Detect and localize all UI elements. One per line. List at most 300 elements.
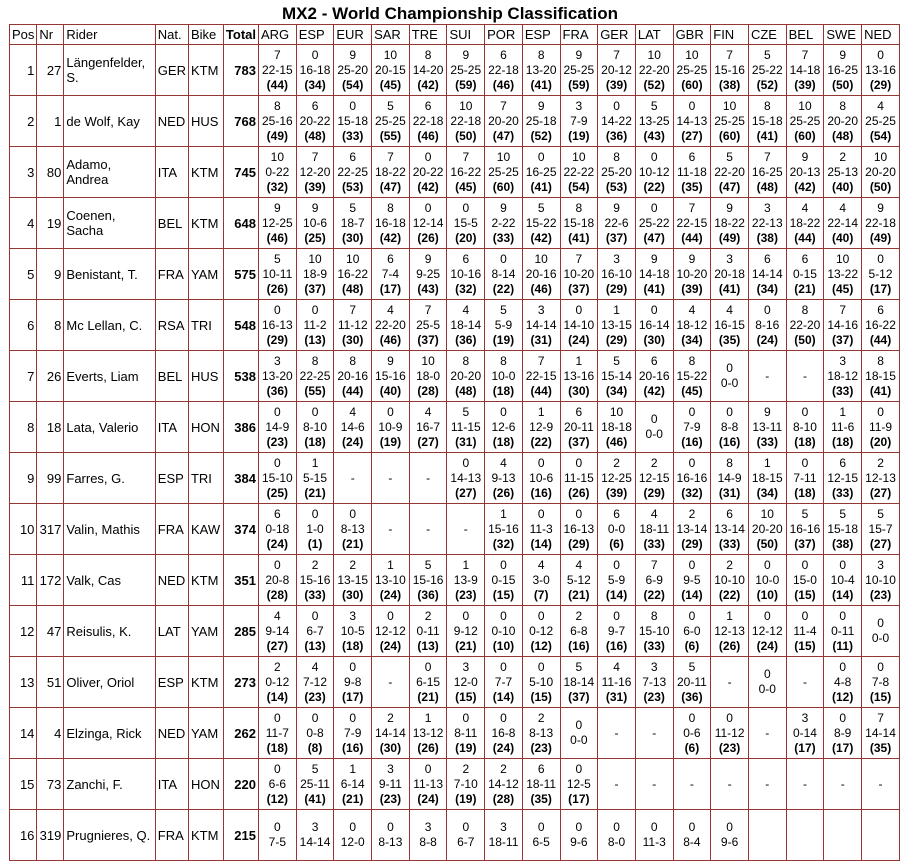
- gp-result-cell: [786, 45, 824, 96]
- gp-total-points: (49): [718, 230, 741, 245]
- gp-result-line: 0: [349, 820, 357, 834]
- cell-total: 768: [223, 96, 258, 147]
- gp-result-cell: [862, 708, 900, 759]
- gp-result-cell: [485, 45, 523, 96]
- cell-nat: FRA: [155, 249, 188, 300]
- gp-result-line: 22-20: [714, 164, 745, 179]
- gp-result-cell: [409, 96, 447, 147]
- gp-result-cell: [748, 555, 786, 606]
- gp-total-points: (21): [304, 485, 326, 500]
- gp-result-cell: [711, 198, 749, 249]
- gp-result-line: 5-12: [566, 572, 591, 587]
- cell-rider: Valin, Mathis: [64, 504, 155, 555]
- cell-nr: 9: [37, 249, 64, 300]
- gp-result-line: 6-9: [645, 572, 663, 587]
- gp-result-line: 14-6: [340, 419, 365, 434]
- gp-result-line: 25-25: [563, 62, 595, 77]
- gp-total-points: (30): [379, 740, 402, 755]
- gp-result-cell: [711, 96, 749, 147]
- cell-nr: 51: [37, 657, 64, 708]
- gp-result-line: 13-14: [714, 521, 745, 536]
- gp-result-cell: [635, 198, 673, 249]
- gp-result-line: 8-16: [755, 317, 780, 332]
- gp-result-line: 5: [575, 659, 583, 674]
- gp-total-points: (48): [455, 383, 477, 398]
- gp-result-line: 6-0: [683, 623, 701, 638]
- gp-result-cell: [447, 759, 485, 810]
- gp-total-points: (50): [794, 332, 816, 347]
- gp-result-cell: [673, 606, 711, 657]
- gp-result-line: 20-20: [865, 164, 896, 179]
- gp-result-line: 14-12: [488, 776, 519, 791]
- gp-result-line: 15-5: [453, 215, 478, 230]
- gp-total-points: (31): [605, 689, 628, 704]
- gp-result-line: 1: [500, 506, 507, 521]
- gp-result-line: 5: [537, 200, 545, 215]
- gp-total-points: (46): [266, 230, 289, 245]
- gp-total-points: (54): [568, 179, 590, 194]
- gp-result-line: 11-4: [793, 623, 817, 638]
- gp-total-points: (33): [643, 536, 665, 551]
- gp-result-line: 9: [311, 200, 319, 215]
- cell-nat: BEL: [155, 351, 188, 402]
- gp-result-cell: [560, 657, 598, 708]
- gp-result-cell: [296, 759, 334, 810]
- gp-result-line: 6: [462, 251, 470, 266]
- gp-result-line: 0: [424, 761, 432, 776]
- gp-result-line: 18-15: [865, 368, 896, 383]
- gp-result-line: 10: [873, 149, 888, 164]
- gp-result-line: 6: [613, 506, 620, 521]
- cell-nr: 27: [37, 45, 64, 96]
- gp-result-line: 25-25: [450, 62, 482, 77]
- gp-result-cell: [372, 249, 410, 300]
- gp-result-line: 9-14: [265, 623, 290, 638]
- gp-result-line: 9-6: [720, 835, 739, 849]
- gp-total-points: (25): [266, 485, 289, 500]
- gp-result-line: 25-22: [638, 215, 670, 230]
- gp-total-points: (44): [266, 77, 289, 92]
- gp-result-cell: [748, 453, 786, 504]
- gp-total-points: (13): [304, 638, 326, 653]
- gp-result-line: 10: [459, 98, 473, 113]
- cell-rider: Benistant, T.: [64, 249, 155, 300]
- gp-total-points: (16): [718, 434, 741, 449]
- gp-result-line: 9: [613, 200, 620, 215]
- gp-result-line: 4: [726, 302, 733, 317]
- gp-result-line: 11-12: [337, 317, 368, 332]
- gp-result-line: 8: [500, 353, 507, 368]
- gp-result-line: 22-14: [827, 215, 859, 230]
- gp-total-points: (37): [568, 689, 590, 704]
- gp-result-line: 14-14: [375, 725, 406, 740]
- gp-total-points: (8): [307, 740, 323, 755]
- gp-result-line: 11-6: [831, 419, 855, 434]
- gp-result-line: 3: [613, 251, 620, 266]
- gp-result-line: 11-13: [413, 776, 443, 791]
- gp-result-cell: [259, 708, 297, 759]
- gp-result-line: 4: [688, 302, 696, 317]
- gp-total-points: (6): [684, 638, 700, 653]
- gp-result-line: -: [614, 776, 619, 791]
- gp-result-line: 15-0: [792, 572, 817, 587]
- gp-result-line: 8: [537, 47, 545, 62]
- cell-pos: 11: [10, 555, 37, 606]
- col-header-eur-8: EUR: [334, 25, 372, 45]
- gp-total-points: (28): [492, 791, 515, 806]
- cell-nr: 8: [37, 300, 64, 351]
- cell-bike: HUS: [188, 351, 223, 402]
- gp-result-line: 2: [613, 455, 620, 470]
- gp-result-line: 5: [424, 557, 432, 572]
- cell-pos: 13: [10, 657, 37, 708]
- gp-result-line: 8: [650, 608, 658, 623]
- gp-total-points: (15): [869, 689, 892, 704]
- gp-result-cell: [673, 198, 711, 249]
- gp-result-cell: [296, 198, 334, 249]
- gp-result-cell: [522, 810, 560, 861]
- gp-result-line: 25-18: [525, 113, 557, 128]
- gp-total-points: (46): [379, 332, 402, 347]
- gp-result-line: 4: [349, 404, 357, 419]
- cell-rider: Mc Lellan, C.: [64, 300, 155, 351]
- gp-result-cell: [296, 45, 334, 96]
- cell-total: 386: [223, 402, 258, 453]
- cell-nat: ITA: [155, 147, 188, 198]
- gp-result-cell: [296, 249, 334, 300]
- gp-result-cell: [372, 504, 410, 555]
- gp-result-cell: [334, 147, 372, 198]
- gp-result-line: 0: [349, 506, 357, 521]
- gp-result-line: 9: [650, 251, 658, 266]
- gp-total-points: (48): [756, 179, 778, 194]
- gp-result-line: 5: [688, 659, 696, 674]
- gp-result-cell: [447, 657, 485, 708]
- gp-result-cell: [824, 555, 862, 606]
- gp-result-line: 22-15: [261, 62, 293, 77]
- gp-result-line: 18-12: [676, 317, 708, 332]
- gp-result-line: 9: [424, 251, 432, 266]
- cell-pos: 3: [10, 147, 37, 198]
- gp-result-cell: [711, 810, 749, 861]
- gp-result-cell: [334, 810, 372, 861]
- gp-total-points: (15): [794, 587, 816, 602]
- gp-result-line: 3: [650, 659, 658, 674]
- gp-result-cell: [259, 504, 297, 555]
- gp-result-line: 0: [688, 98, 696, 113]
- table-row: [10, 45, 900, 96]
- gp-result-line: 10-20: [563, 266, 595, 281]
- gp-result-line: 10: [722, 98, 737, 113]
- gp-total-points: (23): [643, 689, 665, 704]
- gp-total-points: (14): [681, 587, 703, 602]
- col-header-ned-22: NED: [862, 25, 900, 45]
- gp-result-cell: [598, 147, 636, 198]
- gp-total-points: (32): [681, 485, 703, 500]
- cell-nr: 319: [37, 810, 64, 861]
- gp-result-cell: [259, 555, 297, 606]
- gp-total-points: (18): [304, 434, 326, 449]
- cell-total: 374: [223, 504, 258, 555]
- gp-result-line: 2: [726, 557, 733, 572]
- cell-total: 538: [223, 351, 258, 402]
- gp-result-cell: [748, 708, 786, 759]
- gp-result-line: 14-14: [865, 725, 896, 740]
- gp-result-line: 6: [537, 761, 545, 776]
- gp-result-line: 0: [462, 608, 470, 623]
- gp-result-line: 3: [877, 557, 884, 572]
- col-header-bel-20: BEL: [786, 25, 824, 45]
- gp-result-cell: [522, 96, 560, 147]
- gp-result-cell: [711, 657, 749, 708]
- gp-result-line: 6: [763, 251, 771, 266]
- gp-result-line: 18-18: [601, 419, 632, 434]
- gp-result-line: 4: [274, 608, 281, 623]
- gp-total-points: (10): [492, 638, 515, 653]
- gp-result-line: 7-7: [494, 674, 513, 689]
- gp-result-cell: [372, 759, 410, 810]
- gp-result-cell: [409, 453, 447, 504]
- gp-total-points: (45): [681, 383, 703, 398]
- gp-result-line: 13-9: [453, 572, 478, 587]
- cell-nat: NED: [155, 96, 188, 147]
- gp-result-cell: [334, 708, 372, 759]
- table-row: [10, 96, 900, 147]
- gp-result-line: 0: [688, 820, 696, 834]
- gp-result-line: 9-5: [683, 572, 701, 587]
- gp-result-line: 2: [349, 557, 357, 572]
- gp-result-cell: [447, 453, 485, 504]
- gp-total-points: (26): [718, 638, 741, 653]
- gp-result-line: 0-15: [792, 266, 817, 281]
- gp-result-line: 0: [575, 506, 583, 521]
- gp-result-line: 9-6: [570, 835, 588, 849]
- gp-result-cell: [296, 300, 334, 351]
- gp-result-line: 0: [877, 251, 884, 266]
- gp-total-points: (23): [266, 434, 289, 449]
- gp-result-cell: [259, 198, 297, 249]
- gp-total-points: (44): [794, 230, 816, 245]
- gp-result-line: 7-4: [381, 266, 400, 281]
- gp-result-line: 20-22: [412, 164, 444, 179]
- gp-result-line: -: [765, 368, 770, 383]
- gp-result-line: 25-16: [261, 113, 293, 128]
- gp-total-points: (6): [609, 536, 624, 551]
- gp-result-line: 3: [575, 98, 583, 113]
- gp-result-line: 2: [500, 761, 507, 776]
- gp-total-points: (38): [756, 230, 778, 245]
- gp-total-points: (24): [756, 638, 778, 653]
- gp-result-line: 12-5: [566, 776, 591, 791]
- gp-result-line: 3: [537, 302, 545, 317]
- gp-result-cell: [824, 708, 862, 759]
- gp-result-line: 20-20: [751, 521, 783, 536]
- gp-result-cell: [598, 402, 636, 453]
- gp-result-line: 5: [839, 506, 847, 521]
- gp-result-line: 14-14: [751, 266, 783, 281]
- gp-total-points: (34): [605, 383, 628, 398]
- gp-total-points: (32): [266, 179, 289, 194]
- gp-total-points: (29): [643, 485, 665, 500]
- cell-bike: KTM: [188, 657, 223, 708]
- gp-total-points: (1): [307, 536, 323, 551]
- gp-total-points: (18): [492, 383, 515, 398]
- gp-result-line: 9: [801, 149, 809, 164]
- gp-result-cell: [522, 351, 560, 402]
- cell-pos: 5: [10, 249, 37, 300]
- classification-table: [9, 24, 900, 861]
- gp-result-line: 16-18: [299, 62, 331, 77]
- col-header-sui-11: SUI: [447, 25, 485, 45]
- gp-result-cell: [635, 249, 673, 300]
- gp-result-line: 7: [500, 98, 507, 113]
- gp-result-line: 14-18: [638, 266, 670, 281]
- gp-total-points: (39): [794, 77, 816, 92]
- cell-rider: Reisulis, K.: [64, 606, 155, 657]
- gp-result-cell: [824, 810, 862, 861]
- gp-result-line: 20-13: [789, 164, 821, 179]
- gp-total-points: (35): [530, 791, 552, 806]
- gp-total-points: (13): [304, 332, 326, 347]
- gp-result-line: 12-20: [299, 164, 331, 179]
- gp-result-cell: [598, 453, 636, 504]
- gp-result-line: 13-20: [261, 368, 293, 383]
- gp-total-points: (21): [342, 536, 364, 551]
- gp-result-line: 9: [726, 200, 733, 215]
- gp-result-line: 9: [877, 200, 884, 215]
- cell-pos: 8: [10, 402, 37, 453]
- gp-result-cell: [447, 351, 485, 402]
- gp-total-points: (41): [756, 128, 778, 143]
- col-header-cze-19: CZE: [748, 25, 786, 45]
- gp-result-line: 1: [726, 608, 733, 623]
- gp-result-line: 14-22: [601, 113, 632, 128]
- gp-result-line: 12-14: [412, 215, 444, 230]
- gp-result-line: 4: [613, 659, 620, 674]
- gp-total-points: (44): [681, 230, 703, 245]
- gp-total-points: (33): [718, 536, 741, 551]
- gp-result-line: 14-13: [450, 470, 482, 485]
- gp-result-line: 18-14: [450, 317, 482, 332]
- cell-bike: TRI: [188, 300, 223, 351]
- gp-total-points: (35): [718, 332, 741, 347]
- gp-result-line: 5: [613, 353, 620, 368]
- gp-result-line: 3: [424, 820, 432, 834]
- gp-result-line: 0: [801, 557, 809, 572]
- gp-result-cell: [786, 606, 824, 657]
- gp-result-line: 15-10: [261, 470, 293, 485]
- gp-result-line: 13-10: [375, 572, 406, 587]
- gp-result-line: 13-15: [601, 317, 632, 332]
- gp-result-line: 4: [500, 455, 507, 470]
- gp-total-points: (36): [681, 689, 703, 704]
- gp-result-line: 25-25: [375, 113, 406, 128]
- gp-total-points: (59): [455, 77, 477, 92]
- gp-result-line: -: [652, 776, 657, 791]
- gp-total-points: (24): [417, 791, 439, 806]
- gp-result-line: 15-16: [412, 572, 444, 587]
- gp-result-line: 0: [801, 608, 809, 623]
- gp-total-points: (24): [492, 740, 515, 755]
- gp-result-line: 4: [877, 98, 884, 113]
- gp-result-cell: [635, 453, 673, 504]
- gp-result-cell: [485, 606, 523, 657]
- gp-total-points: (41): [530, 77, 552, 92]
- gp-result-line: 13-16: [563, 368, 595, 383]
- gp-total-points: (46): [530, 281, 552, 296]
- gp-result-line: -: [426, 521, 431, 536]
- gp-result-line: 12-0: [340, 835, 365, 849]
- gp-result-line: 12-25: [261, 215, 293, 230]
- gp-total-points: (46): [605, 434, 628, 449]
- gp-total-points: (36): [266, 383, 289, 398]
- gp-result-line: 7: [650, 557, 658, 572]
- gp-total-points: (21): [794, 281, 816, 296]
- gp-result-cell: [296, 402, 334, 453]
- gp-result-cell: [334, 504, 372, 555]
- gp-result-cell: [296, 453, 334, 504]
- gp-result-cell: [259, 657, 297, 708]
- gp-result-line: 0: [274, 455, 281, 470]
- gp-result-line: 20-20: [827, 113, 859, 128]
- gp-result-line: 22-25: [337, 164, 369, 179]
- gp-result-line: 6-7: [306, 623, 324, 638]
- gp-result-line: 6: [500, 47, 507, 62]
- gp-result-cell: [786, 504, 824, 555]
- cell-nat: NED: [155, 708, 188, 759]
- gp-result-cell: [673, 504, 711, 555]
- gp-result-cell: [635, 147, 673, 198]
- gp-result-cell: [522, 555, 560, 606]
- gp-result-line: 8-8: [720, 419, 739, 434]
- gp-result-cell: [748, 402, 786, 453]
- gp-result-line: 7: [462, 149, 470, 164]
- gp-result-line: 10-16: [450, 266, 482, 281]
- gp-result-line: 25-5: [416, 317, 441, 332]
- gp-total-points: (37): [794, 536, 816, 551]
- gp-result-line: 6-6: [268, 776, 287, 791]
- gp-result-cell: [560, 249, 598, 300]
- gp-result-cell: [372, 657, 410, 708]
- gp-result-line: 25-11: [300, 776, 330, 791]
- gp-result-line: 7: [311, 149, 319, 164]
- cell-pos: 16: [10, 810, 37, 861]
- gp-result-line: 5: [801, 506, 809, 521]
- gp-total-points: (45): [379, 77, 402, 92]
- cell-rider: Valk, Cas: [64, 555, 155, 606]
- gp-result-cell: [485, 249, 523, 300]
- gp-result-cell: [862, 810, 900, 861]
- gp-result-line: 12-12: [375, 623, 406, 638]
- gp-result-line: 0: [500, 251, 507, 266]
- table-row: [10, 249, 900, 300]
- gp-result-cell: [862, 300, 900, 351]
- gp-result-line: 12-15: [827, 470, 859, 485]
- gp-result-line: 25-25: [488, 164, 519, 179]
- gp-result-line: 0: [424, 200, 432, 215]
- cell-rider: Längenfelder, S.: [64, 45, 155, 96]
- gp-result-cell: [447, 147, 485, 198]
- gp-result-line: 0: [537, 506, 545, 521]
- gp-result-line: 0: [575, 455, 583, 470]
- gp-total-points: (16): [342, 740, 364, 755]
- gp-result-cell: [409, 759, 447, 810]
- gp-result-line: 8: [274, 98, 281, 113]
- gp-result-line: 0: [763, 667, 771, 681]
- gp-result-cell: [522, 606, 560, 657]
- gp-result-line: 0: [349, 710, 357, 725]
- gp-result-line: -: [765, 776, 770, 791]
